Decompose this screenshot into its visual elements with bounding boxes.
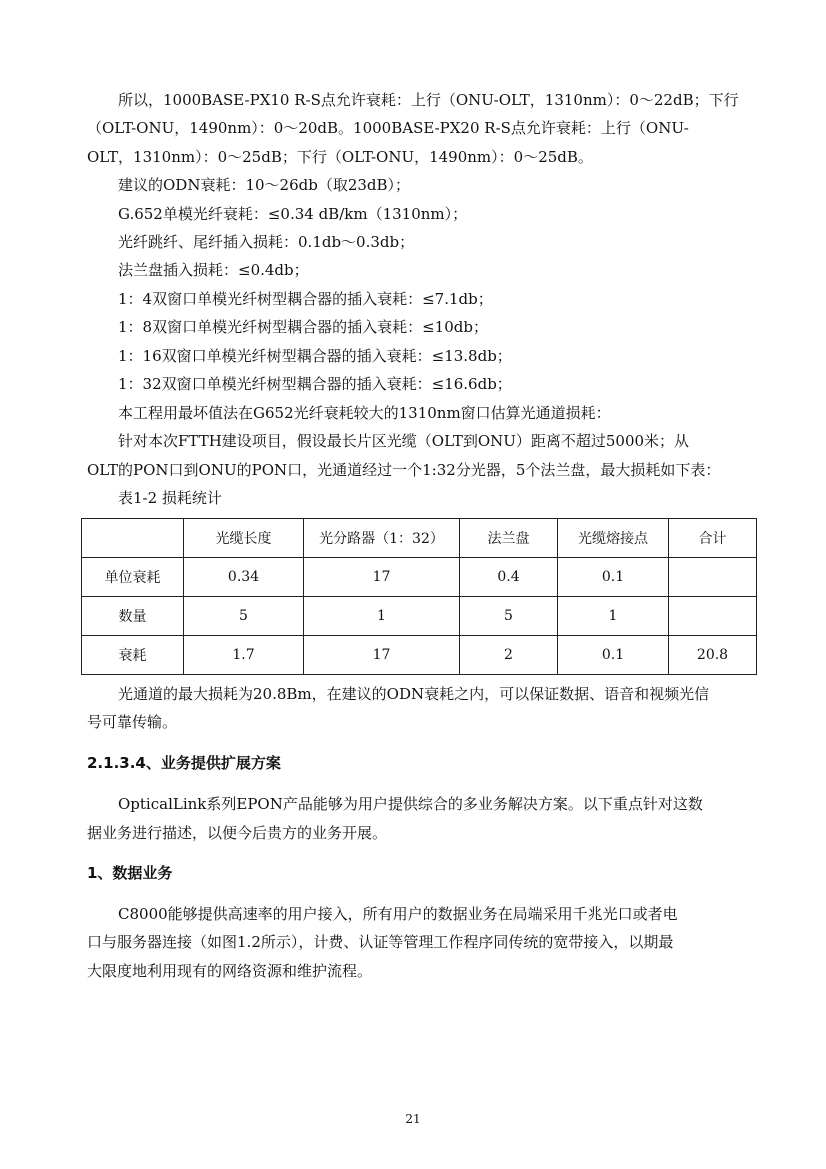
paragraph-line: 所以，1000BASE-PX10 R-S点允许衰耗：上行（ONU-OLT，1310nm）：0～22dB；下行 (118, 91, 739, 109)
table-cell: 0.4 (460, 558, 558, 597)
page-number: 21 (405, 1112, 421, 1126)
splitter-1-4-line: 1：4双窗口单模光纤树型耦合器的插入衰耗：≤7.1db； (118, 290, 493, 308)
table-header-row (82, 519, 757, 558)
table-cell: 2 (460, 636, 558, 675)
table-caption: 表1-2 损耗统计 (118, 489, 222, 507)
sub-heading: 1、数据业务 (87, 864, 173, 882)
paragraph-line: 号可靠传输。 (87, 713, 178, 731)
splitter-1-8-line: 1：8双窗口单模光纤树型耦合器的插入衰耗：≤10db； (118, 318, 488, 336)
table-cell: 单位衰耗 (82, 558, 184, 597)
jumper-loss-line: 光纤跳纤、尾纤插入损耗：0.1db～0.3db； (118, 233, 415, 251)
g652-loss-line: G.652单模光纤衰耗：≤0.34 dB/km（1310nm）； (118, 205, 468, 223)
table-cell (669, 597, 757, 636)
paragraph-line: 光通道的最大损耗为20.8Bm，在建议的ODN衰耗之内，可以保证数据、语音和视频光信 (118, 685, 710, 703)
paragraph-line: OLT，1310nm）：0～25dB；下行（OLT-ONU，1490nm）：0～25dB。 (87, 148, 593, 166)
table-cell (669, 558, 757, 597)
table-cell: 1 (558, 597, 669, 636)
table-cell: 0.1 (558, 636, 669, 675)
table-cell: 0.34 (184, 558, 304, 597)
table-header-cell: 光缆熔接点 (558, 519, 669, 558)
table-cell: 0.1 (558, 558, 669, 597)
table-cell: 衰耗 (82, 636, 184, 675)
table-cell: 1.7 (184, 636, 304, 675)
table-cell: 17 (304, 636, 460, 675)
worst-case-line: 本工程用最坏值法在G652光纤衰耗较大的1310nm窗口估算光通道损耗： (118, 404, 611, 422)
paragraph-line: C8000能够提供高速率的用户接入，所有用户的数据业务在局端采用千兆光口或者电 (118, 905, 678, 923)
table-cell: 数量 (82, 597, 184, 636)
table-cell: 5 (184, 597, 304, 636)
paragraph-line: 口与服务器连接（如图1.2所示），计费、认证等管理工作程序同传统的宽带接入，以期最 (87, 933, 674, 951)
table-row (82, 636, 757, 675)
paragraph-line: 据业务进行描述，以便今后贵方的业务开展。 (87, 824, 388, 842)
table-cell: 17 (304, 558, 460, 597)
splitter-1-32-line: 1：32双窗口单模光纤树型耦合器的插入衰耗：≤16.6db； (118, 375, 512, 393)
section-heading: 2.1.3.4、业务提供扩展方案 (87, 754, 281, 772)
paragraph-line: OpticalLink系列EPON产品能够为用户提供综合的多业务解决方案。以下重点针对这数 (118, 795, 703, 813)
table-header-cell: 合计 (669, 519, 757, 558)
paragraph-line: 针对本次FTTH建设项目，假设最长片区光缆（OLT到ONU）距离不超过5000米；从 (118, 432, 690, 450)
table-cell: 20.8 (669, 636, 757, 675)
paragraph-line: （OLT-ONU，1490nm）：0～20dB。1000BASE-PX20 R-S点允许衰耗：上行（ONU- (87, 119, 689, 137)
table-row (82, 558, 757, 597)
paragraph-line: 大限度地利用现有的网络资源和维护流程。 (87, 962, 373, 980)
loss-statistics-table (81, 518, 757, 675)
table-header-cell (82, 519, 184, 558)
table-header-cell: 光分路器（1：32） (304, 519, 460, 558)
table-row (82, 597, 757, 636)
table-header-cell: 光缆长度 (184, 519, 304, 558)
table-header-cell: 法兰盘 (460, 519, 558, 558)
odn-loss-line: 建议的ODN衰耗：10～26db（取23dB）； (118, 176, 411, 194)
paragraph-line: OLT的PON口到ONU的PON口，光通道经过一个1:32分光器，5个法兰盘，最大损耗如下表： (87, 461, 721, 479)
table-cell: 1 (304, 597, 460, 636)
table-cell: 5 (460, 597, 558, 636)
flange-loss-line: 法兰盘插入损耗：≤0.4db； (118, 261, 309, 279)
splitter-1-16-line: 1：16双窗口单模光纤树型耦合器的插入衰耗：≤13.8db； (118, 347, 512, 365)
